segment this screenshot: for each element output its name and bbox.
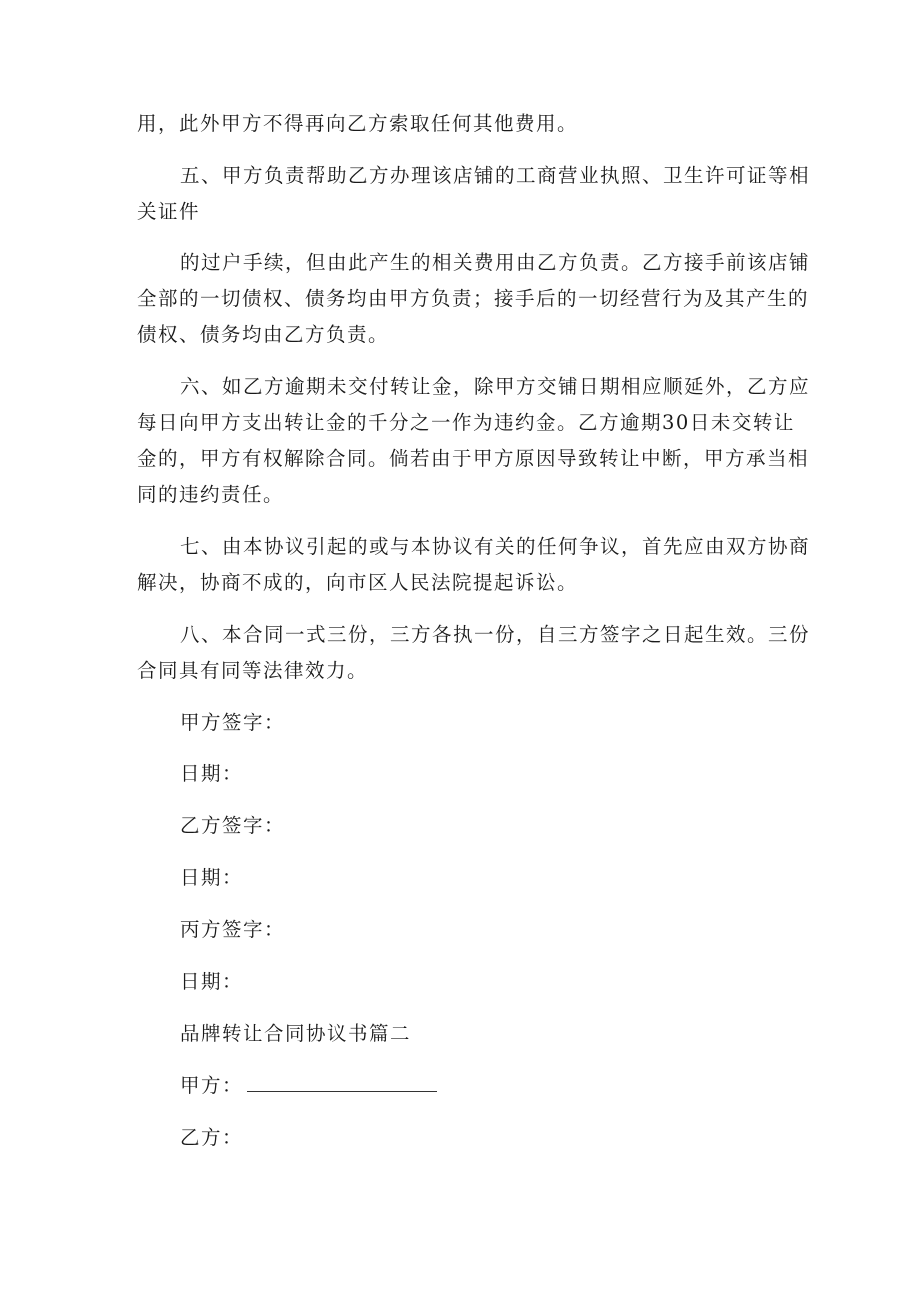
party-a-line	[180, 1074, 437, 1098]
paragraph-line: 债权、债务均由乙方负责。	[137, 323, 390, 346]
paragraph-line: 金的，甲方有权解除合同。倘若由于甲方原因导致转让中断，甲方承当相	[137, 447, 810, 470]
section-title: 品牌转让合同协议书篇二	[180, 1022, 412, 1045]
paragraph-line: 用，此外甲方不得再向乙方索取任何其他费用。	[137, 112, 579, 135]
paragraph-line: 全部的一切债权、债务均由甲方负责；接手后的一切经营行为及其产生的	[137, 287, 810, 310]
paragraph-line: 同的违约责任。	[137, 483, 285, 506]
party-b-label: 乙方：	[180, 1126, 244, 1149]
paragraph-line: 解决，协商不成的，向市区人民法院提起诉讼。	[137, 571, 579, 594]
paragraph-line: 七、由本协议引起的或与本协议有关的任何争议，首先应由双方协商	[180, 535, 811, 558]
party-b-signature-label: 乙方签字：	[180, 814, 286, 837]
party-a-label: 甲方：	[180, 1074, 244, 1097]
date-label: 日期：	[180, 970, 244, 993]
paragraph-line: 每日向甲方支出转让金的千分之一作为违约金。乙方逾期30日未交转让	[137, 411, 795, 434]
paragraph-line: 六、如乙方逾期未交付转让金，除甲方交铺日期相应顺延外，乙方应	[180, 375, 811, 398]
date-label: 日期：	[180, 866, 244, 889]
party-a-signature-label: 甲方签字：	[180, 711, 286, 734]
party-a-blank-underline	[247, 1075, 437, 1092]
paragraph-line: 关证件	[137, 200, 201, 223]
party-c-signature-label: 丙方签字：	[180, 918, 286, 941]
paragraph-line: 的过户手续，但由此产生的相关费用由乙方负责。乙方接手前该店铺	[180, 251, 811, 274]
paragraph-line: 八、本合同一式三份，三方各执一份，自三方签字之日起生效。三份	[180, 623, 811, 646]
date-label: 日期：	[180, 762, 244, 785]
paragraph-line: 合同具有同等法律效力。	[137, 659, 369, 682]
paragraph-line: 五、甲方负责帮助乙方办理该店铺的工商营业执照、卫生许可证等相	[180, 164, 811, 187]
